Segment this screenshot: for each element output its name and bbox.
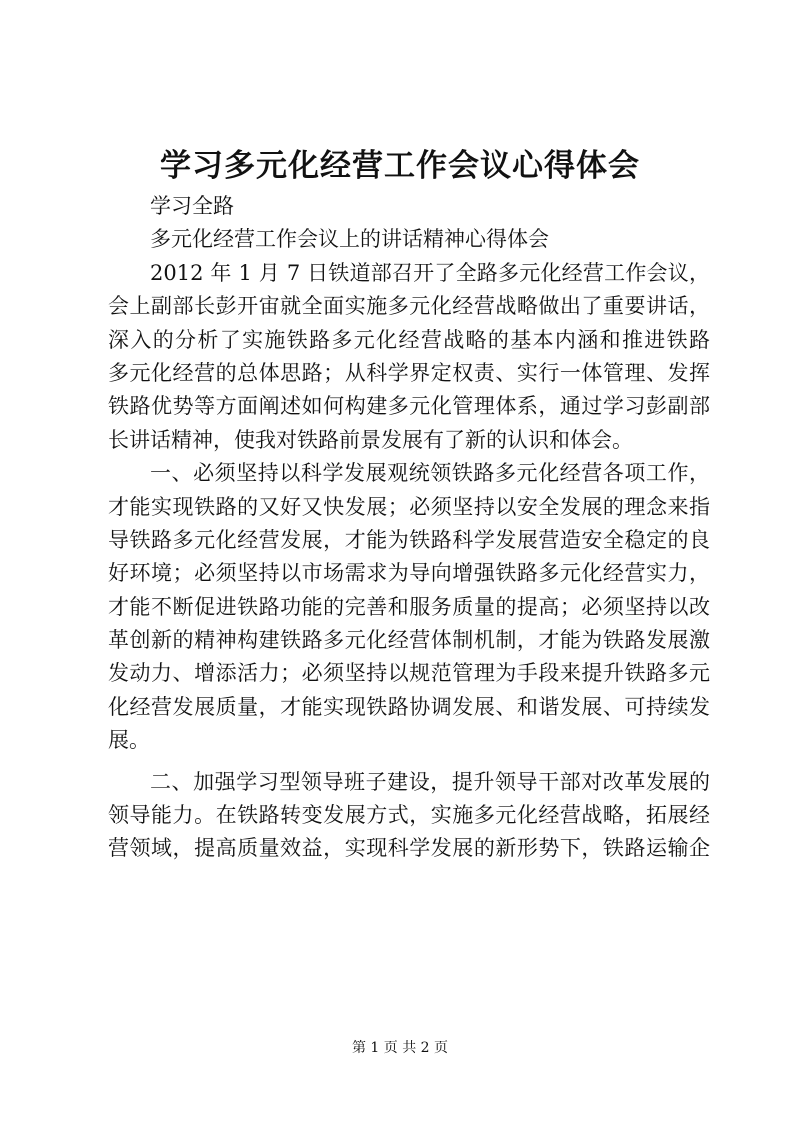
paragraph-line: 深入的分析了实施铁路多元化经营战略的基本内涵和推进铁路 [108,327,710,352]
paragraph-line: 2012 年 1 月 7 日铁道部召开了全路多元化经营工作会议， [150,260,710,285]
paragraph-line: 多元化经营的总体思路；从科学界定权责、实行一体管理、发挥 [108,360,710,385]
paragraph-line: 发动力、增添活力；必须坚持以规范管理为手段来提升铁路多元 [108,661,710,686]
paragraph-line: 长讲话精神，使我对铁路前景发展有了新的认识和体会。 [108,427,633,452]
paragraph-line: 化经营发展质量，才能实现铁路协调发展、和谐发展、可持续发 [108,694,710,719]
page-footer: 第 1 页 共 2 页 [351,1040,449,1056]
paragraph-line: 导铁路多元化经营发展，才能为铁路科学发展营造安全稳定的良 [108,527,710,552]
paragraph-line: 铁路优势等方面阐述如何构建多元化管理体系，通过学习彭副部 [108,394,710,419]
paragraph-line: 学习全路 [150,194,234,218]
document-body [108,190,710,866]
paragraph-line: 革创新的精神构建铁路多元化经营体制机制，才能为铁路发展激 [108,628,710,653]
paragraph-line: 好环境；必须坚持以市场需求为导向增强铁路多元化经营实力， [108,561,710,586]
paragraph-line: 才能不断促进铁路功能的完善和服务质量的提高；必须坚持以改 [108,594,710,619]
paragraph-line: 会上副部长彭开宙就全面实施多元化经营战略做出了重要讲话， [108,294,710,319]
paragraph-line: 二、加强学习型领导班子建设，提升领导干部对改革发展的 [150,769,710,794]
paragraph-line: 展。 [108,728,150,753]
paragraph-line: 营领域，提高质量效益，实现科学发展的新形势下，铁路运输企 [108,836,710,861]
paragraph-line: 一、必须坚持以科学发展观统领铁路多元化经营各项工作， [150,461,710,486]
paragraph-line: 领导能力。在铁路转变发展方式，实施多元化经营战略，拓展经 [108,803,710,828]
paragraph-line: 才能实现铁路的又好又快发展；必须坚持以安全发展的理念来指 [108,494,710,519]
document-title: 学习多元化经营工作会议心得体会 [160,148,640,184]
paragraph-line: 多元化经营工作会议上的讲话精神心得体会 [150,227,549,252]
